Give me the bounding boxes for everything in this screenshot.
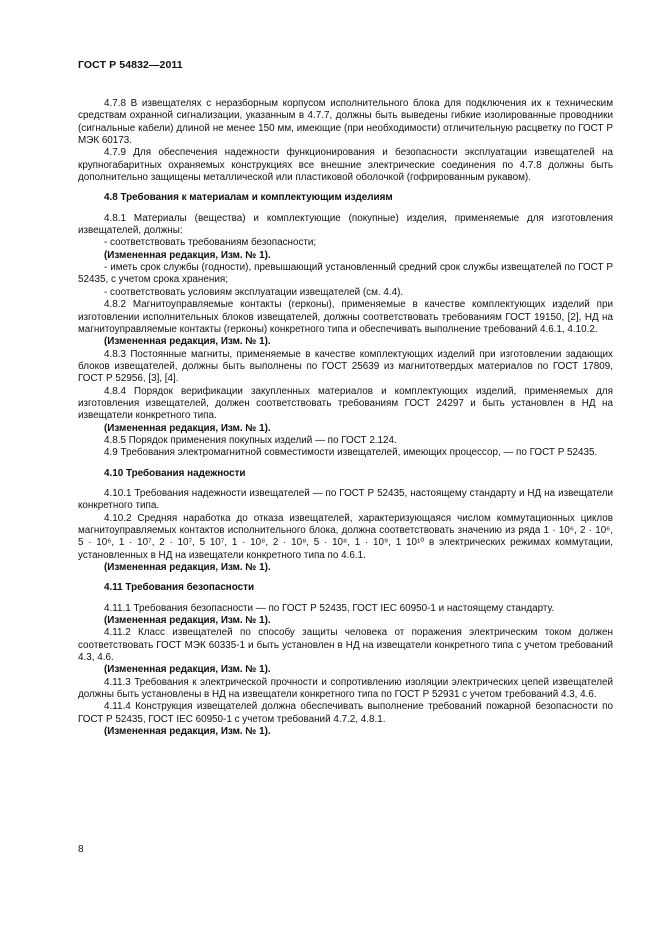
page-content — [78, 98, 613, 739]
amendment-note: (Измененная редакция, Изм. № 1). — [104, 615, 271, 627]
paragraph-4-11-4: 4.11.4 Конструкция извещателей должна обеспечивать выполнение требований пожарной безопасности по ГОСТ Р 52435, ГОСТ IEC 60950-1 с учетом требований 4.7.2, 4.8.1. — [78, 701, 613, 725]
paragraph-4-11-3: 4.11.3 Требования к электрической прочности и сопротивлению изоляции электрических цепей извещателей должны быть установлены в НД на извещатели конкретного типа по ГОСТ Р 52931 с учетом требований 4.3, 4.6. — [78, 676, 613, 701]
amendment-note: (Измененная редакция, Изм. № 1). — [104, 562, 271, 574]
paragraph-4-11-1: 4.11.1 Требования безопасности — по ГОСТ Р 52435, ГОСТ IEC 60950-1 и настоящему стандарту. — [104, 602, 555, 614]
page-number: 8 — [78, 844, 84, 855]
mtbf-conditions: в электрических режимах коммутации, установленных в НД на извещатели конкретного типа по 4.6.1. — [78, 537, 613, 561]
paragraph-4-8-4: 4.8.4 Порядок верификации закупленных материалов и комплектующих изделий, применяемых для изготовления извещателей, должен соответствовать требованиям ГОСТ 24297 и быть установлен в НД на извещатели конкретного типа. — [78, 385, 613, 422]
paragraph-4-8-3: 4.8.3 Постоянные магниты, применяемые в качестве комплектующих изделий при изготовлении задающих блоков извещателей, должны быть выполнены по ГОСТ 25639 из магнитотвердых материалов по ГОСТ 17809, ГОСТ Р 52956, [3], [4]. — [78, 348, 613, 385]
amendment-note: (Измененная редакция, Изм. № 1). — [104, 726, 271, 738]
paragraph-4-7-9: 4.7.9 Для обеспечения надежности функционирования и безопасности эксплуатации извещателей на крупногабаритных охраняемых конструкциях все внешние электрические соединения по 4.7.8 должны быть дополнительно защищены металлической или пластиковой оболочкой (гофрированным рукавом). — [78, 147, 613, 184]
paragraph-4-8-2: 4.8.2 Магнитоуправляемые контакты (герконы), применяемые в качестве комплектующих изделий при изготовлении исполнительных блоков извещателей, должны соответствовать требованиям ГОСТ 19150, [2], НД на магнитоуправляемые контакты (герконы) конкретного типа и обеспечивать выполнение требований 4.6.1, 4.10.2. — [78, 299, 613, 335]
mtbf-value-series: 1 · 10⁶, 2 · 10⁶, 5 · 10⁶, 1 · 10⁷, 2 · 10⁷, 5 10⁷, 1 · 10⁸, 2 · 10⁸, 5 · 10⁸, 1 · 10⁹, 1 10¹⁰ — [78, 525, 613, 549]
paragraph-4-10-2 — [78, 513, 613, 562]
section-heading-4-10: 4.10 Требования надежности — [104, 467, 246, 479]
paragraph-4-8-5: 4.8.5 Порядок применения покупных изделий — по ГОСТ 2.124. — [104, 434, 397, 446]
section-heading-4-11: 4.11 Требования безопасности — [104, 582, 255, 594]
section-heading-4-8: 4.8 Требования к материалам и комплектующим изделиям — [104, 192, 393, 204]
paragraph-4-10-1: 4.10.1 Требования надежности извещателей — по ГОСТ Р 52435, настоящему стандарту и НД на извещатели конкретного типа. — [78, 487, 613, 512]
paragraph-4-11-2: 4.11.2 Класс извещателей по способу защиты человека от поражения электрическим током должен соответствовать ГОСТ МЭК 60335-1 и быть установлен в НД на извещатели конкретного типа с учетом требований 4.3, 4.6. — [78, 627, 613, 664]
amendment-note: (Измененная редакция, Изм. № 1). — [104, 422, 271, 434]
amendment-note: (Измененная редакция, Изм. № 1). — [104, 336, 271, 348]
paragraph-4-9: 4.9 Требования электромагнитной совместимости извещателей, имеющих процессор, — по ГОСТ Р 52435. — [104, 447, 598, 459]
list-item-service-life: - иметь срок службы (годности), превышающий установленный средний срок службы извещателей по ГОСТ Р 52435, с учетом срока хранения; — [78, 262, 613, 286]
paragraph-4-7-8: 4.7.8 В извещателях с неразборным корпусом исполнительного блока для подключения их к техническим средствам охранной сигнализации, указанным в 4.7.7, должны быть выведены гибкие изолированные проводники (сигнальные кабели) длиной не менее 150 мм, имеющие (при необходимости) отличительную расцветку по ГОСТ Р МЭК 60173. — [78, 98, 613, 147]
amendment-note: (Измененная редакция, Изм. № 1). — [104, 249, 271, 261]
list-item-operating-conditions: - соответствовать условиям эксплуатации извещателей (см. 4.4). — [104, 286, 404, 298]
list-item-safety: - соответствовать требованиям безопасности; — [104, 237, 317, 249]
paragraph-4-8-1: 4.8.1 Материалы (вещества) и комплектующие (покупные) изделия, применяемые для изготовления извещателей, должны: — [78, 212, 613, 237]
mtbf-intro: 4.10.2 Средняя наработка до отказа извещателей, характеризующаяся числом коммутационных циклов магнитоуправляемых контактов исполнительного блока, должна соответствовать значению из ряда — [78, 512, 613, 536]
standard-header: ГОСТ Р 54832—2011 — [78, 59, 183, 71]
amendment-note: (Измененная редакция, Изм. № 1). — [104, 664, 271, 676]
